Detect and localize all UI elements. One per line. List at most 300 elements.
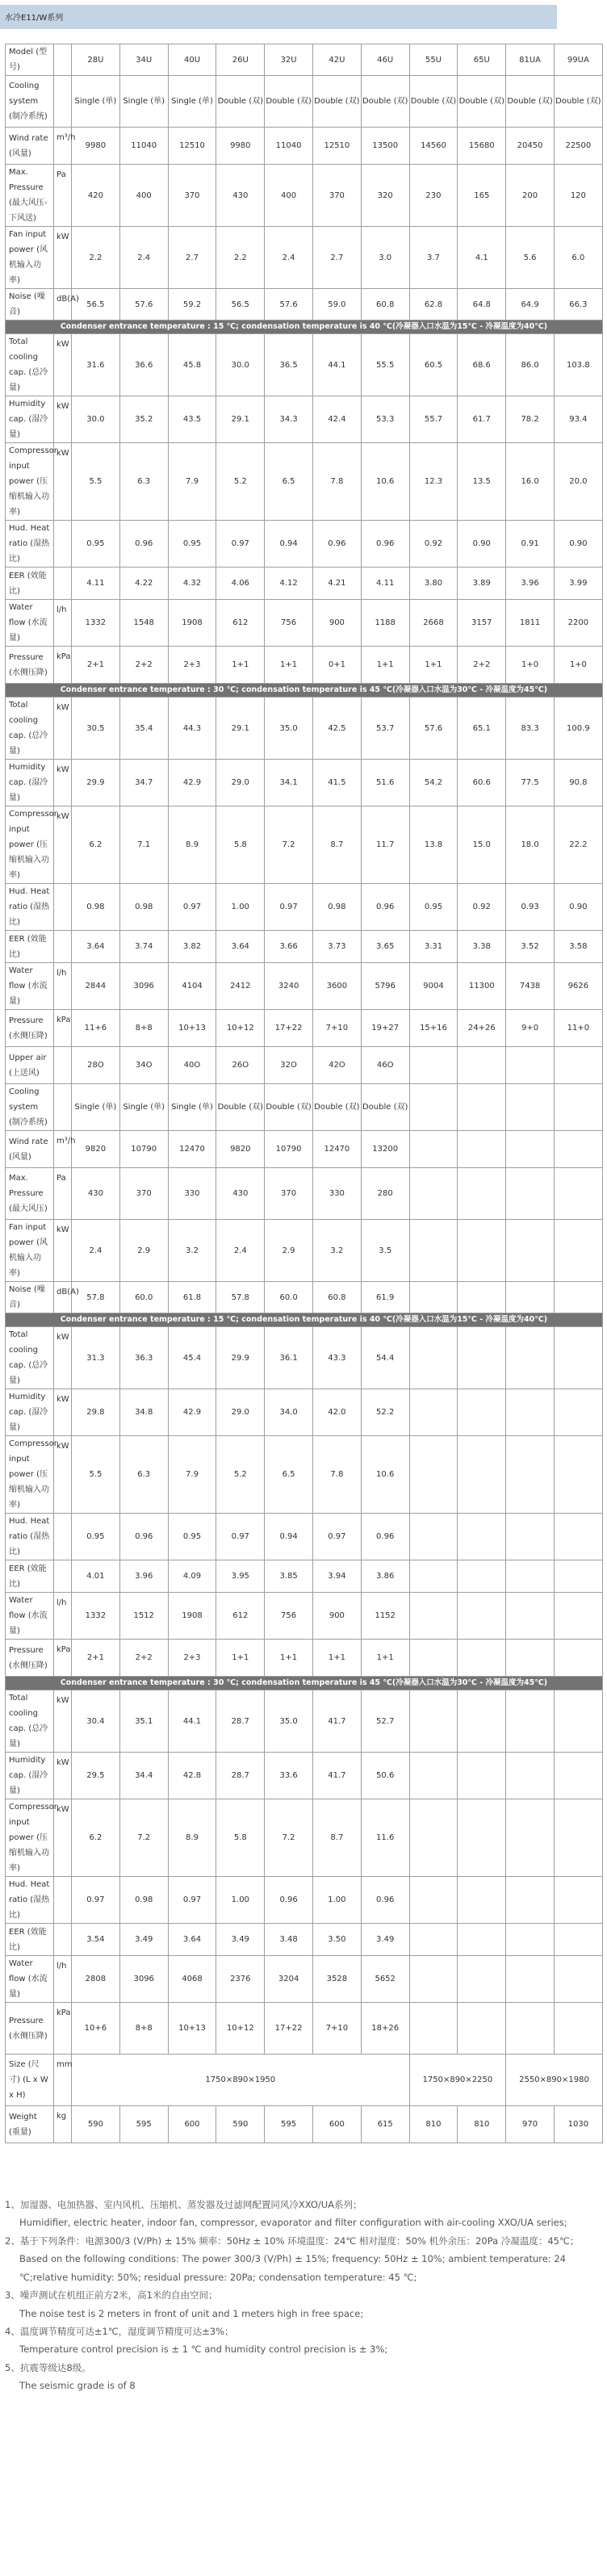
- table-cell: 970: [506, 2106, 555, 2143]
- table-cell: 10790: [119, 1131, 168, 1168]
- table-cell: 60.6: [458, 760, 506, 806]
- note-en: Humidifier, electric heater, indoor fan, compressor, evaporator and filter configuration with air-cooling XXO/UA series;: [19, 2217, 567, 2229]
- table-row: [6, 1131, 603, 1168]
- model-col-header: 42U: [312, 44, 361, 76]
- table-cell: 11040: [265, 128, 313, 165]
- table-cell: 4068: [168, 1956, 216, 2003]
- table-cell: 42.8: [168, 1753, 216, 1799]
- table-cell: 0.96: [119, 1514, 168, 1560]
- table-cell: 103.8: [554, 334, 602, 396]
- table-cell: 61.8: [168, 1282, 216, 1313]
- table-cell: 370: [119, 1168, 168, 1220]
- table-cell: 3.2: [312, 1220, 361, 1282]
- table-cell: 3.50: [312, 1924, 361, 1956]
- table-cell: 19+27: [361, 1010, 409, 1047]
- row-label: Hud. Heat ratio (湿热比): [6, 1877, 54, 1924]
- table-cell: 29.0: [216, 1389, 265, 1436]
- table-cell: 9820: [216, 1131, 265, 1168]
- table-cell: 54.4: [361, 1327, 409, 1389]
- table-cell: 6.5: [265, 1436, 313, 1514]
- table-cell: 9+0: [506, 1010, 555, 1047]
- table-cell: 3600: [312, 963, 361, 1010]
- table-cell: 0.98: [119, 884, 168, 931]
- row-label: EER (效能比): [6, 931, 54, 963]
- table-cell: 6.0: [554, 227, 602, 289]
- table-cell: 34.8: [119, 1389, 168, 1436]
- table-cell: 45.4: [168, 1327, 216, 1389]
- table-cell: 590: [72, 2106, 120, 2143]
- table-cell: 34O: [119, 1047, 168, 1084]
- table-cell: [506, 1924, 555, 1956]
- table-cell: 12510: [312, 128, 361, 165]
- table-cell: 430: [216, 165, 265, 227]
- table-row: [6, 1593, 603, 1640]
- table-cell: [409, 1514, 458, 1560]
- table-cell: 9820: [72, 1131, 120, 1168]
- table-cell: 2.4: [72, 1220, 120, 1282]
- table-cell: 50.6: [361, 1753, 409, 1799]
- table-cell: 0.98: [72, 884, 120, 931]
- table-cell: 54.2: [409, 760, 458, 806]
- table-cell: Single (单): [168, 1084, 216, 1131]
- table-cell: 2376: [216, 1956, 265, 2003]
- table-cell: 4.21: [312, 568, 361, 600]
- condition-row: [6, 684, 603, 697]
- condition-label: Condenser entrance temperature : 15 ℃; condensation temperature is 40 ℃(冷凝器入口水温为15℃ - 冷凝温度为40℃): [6, 320, 603, 334]
- table-cell: 65.1: [458, 697, 506, 760]
- table-cell: 1+1: [216, 647, 265, 684]
- row-unit: kW: [54, 1327, 72, 1389]
- table-cell: 3240: [265, 963, 313, 1010]
- table-cell: 2.9: [119, 1220, 168, 1282]
- note-en: The noise test is 2 meters in front of unit and 1 meters high in free space;: [19, 2307, 364, 2319]
- table-cell: [458, 2003, 506, 2055]
- table-cell: 7.8: [312, 443, 361, 521]
- table-cell: 3.64: [72, 931, 120, 963]
- row-label: Wind rate (风量): [6, 1131, 54, 1168]
- table-cell: 3.89: [458, 568, 506, 600]
- row-label: Hud. Heat ratio (湿热比): [6, 1514, 54, 1560]
- table-cell: [409, 1389, 458, 1436]
- table-cell: 810: [458, 2106, 506, 2143]
- table-cell: 30.5: [72, 697, 120, 760]
- table-cell: 61.9: [361, 1282, 409, 1313]
- table-cell: 1+1: [409, 647, 458, 684]
- row-label: Humidity cap. (湿冷量): [6, 396, 54, 443]
- table-row: [6, 1753, 603, 1799]
- table-cell: [554, 1640, 602, 1677]
- table-cell: 5.8: [216, 806, 265, 884]
- table-cell: 3.38: [458, 931, 506, 963]
- table-cell: 165: [458, 165, 506, 227]
- table-cell: 230: [409, 165, 458, 227]
- table-cell: [458, 1327, 506, 1389]
- table-cell: 60.8: [361, 289, 409, 320]
- table-cell: [506, 1282, 555, 1313]
- table-cell: 86.0: [506, 334, 555, 396]
- table-cell: 3.48: [265, 1924, 313, 1956]
- table-cell: 0.92: [458, 884, 506, 931]
- table-cell: [409, 1560, 458, 1593]
- table-cell: 42.9: [168, 1389, 216, 1436]
- table-cell: 10+13: [168, 1010, 216, 1047]
- table-cell: 13.8: [409, 806, 458, 884]
- table-cell: 5796: [361, 963, 409, 1010]
- table-cell: Double (双): [409, 76, 458, 128]
- table-header-row: [6, 44, 603, 76]
- table-cell: 31.6: [72, 334, 120, 396]
- table-cell: 41.7: [312, 1753, 361, 1799]
- table-cell: [458, 1799, 506, 1877]
- table-cell: Double (双): [216, 76, 265, 128]
- table-cell: [409, 1877, 458, 1924]
- table-cell: 3.64: [168, 1924, 216, 1956]
- table-cell: 8.7: [312, 806, 361, 884]
- table-cell: 35.0: [265, 697, 313, 760]
- table-cell: 15+16: [409, 1010, 458, 1047]
- table-cell: 120: [554, 165, 602, 227]
- table-cell: 64.8: [458, 289, 506, 320]
- table-row: [6, 963, 603, 1010]
- row-unit: kg: [54, 2106, 72, 2143]
- table-cell: 60.0: [119, 1282, 168, 1313]
- table-row: [6, 1956, 603, 2003]
- row-label: Total cooling cap. (总冷量): [6, 1690, 54, 1753]
- table-cell: [458, 1877, 506, 1924]
- table-cell: [506, 1436, 555, 1514]
- row-unit: Pa: [54, 1168, 72, 1220]
- table-row: [6, 76, 603, 128]
- table-cell: 2808: [72, 1956, 120, 2003]
- model-col-header: 65U: [458, 44, 506, 76]
- table-cell: 4.01: [72, 1560, 120, 1593]
- note-en: Temperature control precision is ± 1 ℃ and humidity control precision is ± 3%;: [19, 2344, 388, 2356]
- table-cell: 28.7: [216, 1753, 265, 1799]
- table-cell: 0.97: [72, 1877, 120, 1924]
- table-cell: Double (双): [506, 76, 555, 128]
- table-cell: 18.0: [506, 806, 555, 884]
- table-cell: 1750×890×2250: [409, 2055, 506, 2106]
- table-cell: [506, 1168, 555, 1220]
- table-cell: 0.96: [361, 521, 409, 568]
- table-row: [6, 806, 603, 884]
- table-cell: 8+8: [119, 1010, 168, 1047]
- table-cell: [409, 1084, 458, 1131]
- table-cell: [554, 1389, 602, 1436]
- table-cell: 7438: [506, 963, 555, 1010]
- table-cell: [458, 1389, 506, 1436]
- table-cell: 0.90: [458, 521, 506, 568]
- table-cell: 4.06: [216, 568, 265, 600]
- table-cell: 34.7: [119, 760, 168, 806]
- table-cell: 10.6: [361, 443, 409, 521]
- table-cell: 400: [119, 165, 168, 227]
- row-unit: kW: [54, 1436, 72, 1514]
- row-label: Water flow (水流量): [6, 1593, 54, 1640]
- table-cell: 7+10: [312, 1010, 361, 1047]
- table-cell: [554, 1799, 602, 1877]
- table-cell: 590: [216, 2106, 265, 2143]
- row-unit: mm: [54, 2055, 72, 2106]
- row-unit: l/h: [54, 600, 72, 647]
- table-cell: 1+1: [361, 1640, 409, 1677]
- table-cell: 756: [265, 600, 313, 647]
- table-cell: [554, 1877, 602, 1924]
- table-cell: 43.5: [168, 396, 216, 443]
- row-unit: [54, 1084, 72, 1131]
- table-cell: 4.11: [72, 568, 120, 600]
- table-cell: 430: [216, 1168, 265, 1220]
- table-cell: [458, 1956, 506, 2003]
- table-cell: [554, 1956, 602, 2003]
- table-cell: 200: [506, 165, 555, 227]
- model-col-header: 34U: [119, 44, 168, 76]
- table-cell: 45.8: [168, 334, 216, 396]
- model-col-header: 40U: [168, 44, 216, 76]
- table-cell: [506, 1084, 555, 1131]
- table-cell: 30.0: [216, 334, 265, 396]
- table-row: [6, 1047, 603, 1084]
- table-row: [6, 334, 603, 396]
- table-cell: [506, 1047, 555, 1084]
- table-cell: 0.96: [361, 1877, 409, 1924]
- table-cell: [409, 1956, 458, 2003]
- table-cell: 35.2: [119, 396, 168, 443]
- table-cell: [409, 1753, 458, 1799]
- model-col-header: 81UA: [506, 44, 555, 76]
- row-unit: dB(A): [54, 1282, 72, 1313]
- table-cell: 0.97: [265, 884, 313, 931]
- table-cell: [506, 1690, 555, 1753]
- table-cell: 2668: [409, 600, 458, 647]
- table-row: [6, 1220, 603, 1282]
- table-cell: 12510: [168, 128, 216, 165]
- table-cell: [458, 1593, 506, 1640]
- table-cell: 15.0: [458, 806, 506, 884]
- table-cell: [506, 1327, 555, 1389]
- table-cell: 2412: [216, 963, 265, 1010]
- table-cell: [409, 1327, 458, 1389]
- table-cell: 60.8: [312, 1282, 361, 1313]
- table-cell: 3157: [458, 600, 506, 647]
- table-cell: 1+0: [554, 647, 602, 684]
- table-row: [6, 2003, 603, 2055]
- table-cell: 10.6: [361, 1436, 409, 1514]
- table-cell: 0.96: [361, 884, 409, 931]
- table-cell: 36.6: [119, 334, 168, 396]
- table-cell: 56.5: [216, 289, 265, 320]
- table-cell: 13.5: [458, 443, 506, 521]
- table-cell: 36.5: [265, 334, 313, 396]
- table-cell: [458, 1560, 506, 1593]
- condition-label: Condenser entrance temperature : 30 ℃; condensation temperature is 45 ℃(冷凝器入口水温为30℃ - 冷凝温度为45℃): [6, 684, 603, 697]
- table-cell: 100.9: [554, 697, 602, 760]
- table-cell: 60.0: [265, 1282, 313, 1313]
- table-cell: [458, 1168, 506, 1220]
- table-cell: 20.0: [554, 443, 602, 521]
- row-label: Max. Pressure (最大风压): [6, 1168, 54, 1220]
- table-cell: [458, 1282, 506, 1313]
- table-cell: 55.5: [361, 334, 409, 396]
- table-cell: 26O: [216, 1047, 265, 1084]
- table-cell: 7.8: [312, 1436, 361, 1514]
- table-cell: 370: [312, 165, 361, 227]
- table-cell: 7.2: [119, 1799, 168, 1877]
- table-cell: 29.0: [216, 760, 265, 806]
- table-cell: 4.11: [361, 568, 409, 600]
- table-cell: [554, 1220, 602, 1282]
- table-row: [6, 1799, 603, 1877]
- table-cell: 3.85: [265, 1560, 313, 1593]
- table-cell: 2+2: [119, 1640, 168, 1677]
- table-cell: 600: [168, 2106, 216, 2143]
- table-cell: 2.4: [119, 227, 168, 289]
- table-row: [6, 1168, 603, 1220]
- table-cell: 1548: [119, 600, 168, 647]
- row-label: Max. Pressure (最大风压-下风送): [6, 165, 54, 227]
- table-cell: 4.12: [265, 568, 313, 600]
- table-cell: 9980: [72, 128, 120, 165]
- table-cell: 3.54: [72, 1924, 120, 1956]
- table-cell: Double (双): [361, 76, 409, 128]
- table-cell: [506, 1799, 555, 1877]
- table-cell: 3.49: [119, 1924, 168, 1956]
- table-cell: 7.2: [265, 1799, 313, 1877]
- table-cell: 57.8: [216, 1282, 265, 1313]
- table-cell: 7.2: [265, 806, 313, 884]
- row-label: EER (效能比): [6, 568, 54, 600]
- table-cell: [554, 1593, 602, 1640]
- row-label: Total cooling cap. (总冷量): [6, 697, 54, 760]
- row-label: Compressor input power (压缩机输入功率): [6, 443, 54, 521]
- table-cell: Double (双): [265, 1084, 313, 1131]
- row-unit: kW: [54, 443, 72, 521]
- condition-row: [6, 1313, 603, 1327]
- table-cell: 6.2: [72, 806, 120, 884]
- table-row: [6, 128, 603, 165]
- table-cell: 430: [72, 1168, 120, 1220]
- table-cell: 35.4: [119, 697, 168, 760]
- table-cell: 2+3: [168, 1640, 216, 1677]
- table-cell: 2+1: [72, 1640, 120, 1677]
- row-label: Water flow (水流量): [6, 1956, 54, 2003]
- table-cell: [506, 1389, 555, 1436]
- table-row: [6, 1514, 603, 1560]
- row-unit: kW: [54, 806, 72, 884]
- table-cell: 10790: [265, 1131, 313, 1168]
- table-cell: [409, 2003, 458, 2055]
- table-cell: [458, 1131, 506, 1168]
- row-unit: l/h: [54, 963, 72, 1010]
- table-cell: 1332: [72, 1593, 120, 1640]
- table-cell: 56.5: [72, 289, 120, 320]
- table-cell: Double (双): [312, 1084, 361, 1131]
- table-cell: 5.5: [72, 443, 120, 521]
- table-cell: 57.6: [265, 289, 313, 320]
- row-unit: kW: [54, 334, 72, 396]
- table-cell: 400: [265, 165, 313, 227]
- table-cell: 2.7: [168, 227, 216, 289]
- table-cell: Single (单): [119, 1084, 168, 1131]
- row-unit: [54, 568, 72, 600]
- table-cell: 35.1: [119, 1690, 168, 1753]
- table-cell: 32O: [265, 1047, 313, 1084]
- row-unit: m³/h: [54, 128, 72, 165]
- row-unit: [54, 1047, 72, 1084]
- table-cell: 6.3: [119, 1436, 168, 1514]
- table-cell: 1332: [72, 600, 120, 647]
- table-row: [6, 1924, 603, 1956]
- row-label: Pressure (水侧压降): [6, 647, 54, 684]
- table-row: [6, 521, 603, 568]
- table-cell: 1+1: [265, 1640, 313, 1677]
- table-cell: 2+2: [458, 647, 506, 684]
- table-row: [6, 1690, 603, 1753]
- table-row: [6, 165, 603, 227]
- row-label: EER (效能比): [6, 1924, 54, 1956]
- note-cn: 5、抗震等级达8级。: [5, 2361, 91, 2373]
- table-cell: 370: [265, 1168, 313, 1220]
- table-cell: 0.95: [72, 1514, 120, 1560]
- table-cell: 42.5: [312, 697, 361, 760]
- row-label: Weight (重量): [6, 2106, 54, 2143]
- table-cell: [506, 1560, 555, 1593]
- row-unit: kW: [54, 760, 72, 806]
- table-cell: 42.9: [168, 760, 216, 806]
- table-cell: 57.8: [72, 1282, 120, 1313]
- table-cell: 2200: [554, 600, 602, 647]
- table-cell: 42.0: [312, 1389, 361, 1436]
- table-cell: 11.7: [361, 806, 409, 884]
- table-cell: 57.6: [409, 697, 458, 760]
- table-cell: 3.49: [361, 1924, 409, 1956]
- table-cell: 10+6: [72, 2003, 120, 2055]
- table-cell: 1.00: [216, 1877, 265, 1924]
- table-row: [6, 443, 603, 521]
- table-cell: 900: [312, 600, 361, 647]
- table-cell: Single (单): [119, 76, 168, 128]
- row-unit: kW: [54, 1799, 72, 1877]
- table-cell: 10+12: [216, 2003, 265, 2055]
- table-cell: 3.65: [361, 931, 409, 963]
- row-label: EER (效能比): [6, 1560, 54, 1593]
- table-cell: 20450: [506, 128, 555, 165]
- table-cell: 30.4: [72, 1690, 120, 1753]
- table-cell: 93.4: [554, 396, 602, 443]
- table-cell: 0.96: [265, 1877, 313, 1924]
- table-cell: 5.2: [216, 1436, 265, 1514]
- table-cell: [506, 2003, 555, 2055]
- table-cell: 11+6: [72, 1010, 120, 1047]
- table-cell: 4.22: [119, 568, 168, 600]
- table-cell: 4.32: [168, 568, 216, 600]
- condition-row: [6, 320, 603, 334]
- table-cell: 595: [265, 2106, 313, 2143]
- table-cell: [554, 1753, 602, 1799]
- table-cell: 43.3: [312, 1327, 361, 1389]
- table-cell: 1188: [361, 600, 409, 647]
- table-cell: 3.2: [168, 1220, 216, 1282]
- table-cell: 330: [168, 1168, 216, 1220]
- table-cell: 12470: [312, 1131, 361, 1168]
- table-cell: [458, 1753, 506, 1799]
- row-label: Fan input power (风机输入功率): [6, 227, 54, 289]
- table-row: [6, 647, 603, 684]
- table-cell: 78.2: [506, 396, 555, 443]
- row-unit: [54, 884, 72, 931]
- table-cell: [506, 1593, 555, 1640]
- condition-row: [6, 1677, 603, 1690]
